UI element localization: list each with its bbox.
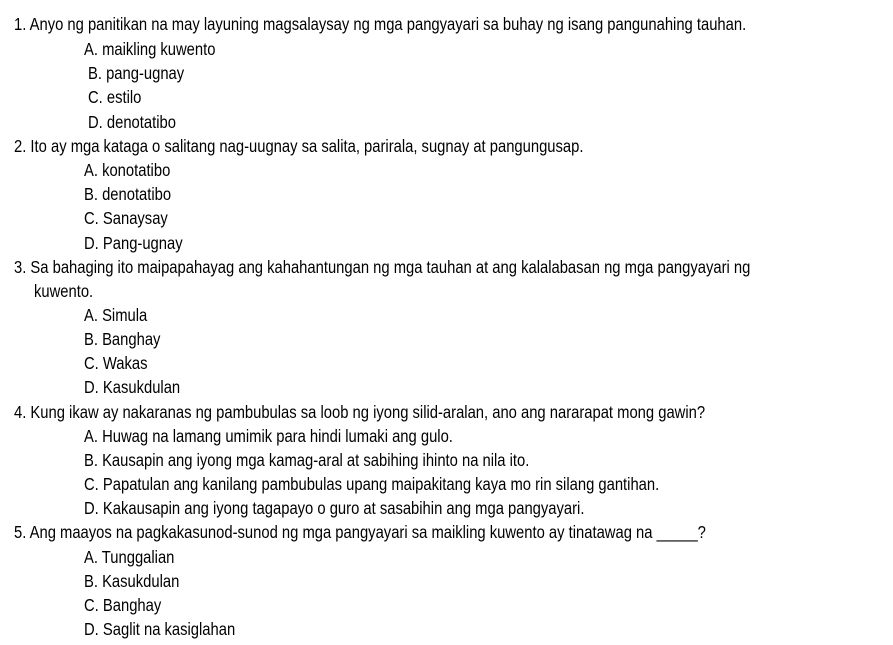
question-3-option-d: D. Kasukdulan: [84, 377, 181, 397]
question-2-option-d: D. Pang-ugnay: [84, 233, 183, 253]
question-5-option-a: A. Tunggalian: [84, 547, 175, 567]
question-4-option-a: A. Huwag na lamang umimik para hindi lumaki ang gulo.: [84, 426, 453, 446]
question-2-stem: 2. Ito ay mga kataga o salitang nag-uugnay sa salita, parirala, sugnay at pangungusap.: [14, 136, 584, 156]
question-2-option-b: B. denotatibo: [84, 184, 172, 204]
question-5-option-d: D. Saglit na kasiglahan: [84, 619, 236, 639]
question-4-option-b: B. Kausapin ang iyong mga kamag-aral at sabihing ihinto na nila ito.: [84, 450, 530, 470]
question-1-option-c: C. estilo: [88, 87, 142, 107]
question-1-stem: 1. Anyo ng panitikan na may layuning magsalaysay ng mga pangyayari sa buhay ng isang pangunahing tauhan.: [14, 14, 747, 34]
question-2-option-a: A. konotatibo: [84, 160, 171, 180]
question-5-option-c: C. Banghay: [84, 595, 162, 615]
question-3-option-a: A. Simula: [84, 305, 148, 325]
question-1-option-d: D. denotatibo: [88, 112, 176, 132]
question-5-stem: 5. Ang maayos na pagkakasunod-sunod ng mga pangyayari sa maikling kuwento ay tinatawag na _____?: [14, 522, 706, 542]
question-3-option-c: C. Wakas: [84, 353, 148, 373]
question-1-option-a: A. maikling kuwento: [84, 39, 216, 59]
question-3-option-b: B. Banghay: [84, 329, 161, 349]
question-1-option-b: B. pang-ugnay: [88, 63, 185, 83]
question-3-stem: 3. Sa bahaging ito maipapahayag ang kahahantungan ng mga tauhan at ang kalalabasan ng mga pangyayari ng: [14, 257, 751, 277]
question-2-option-c: C. Sanaysay: [84, 208, 168, 228]
question-4-stem: 4. Kung ikaw ay nakaranas ng pambubulas sa loob ng iyong silid-aralan, ano ang nararapat mong gawin?: [14, 402, 706, 422]
question-4-option-d: D. Kakausapin ang iyong tagapayo o guro at sasabihin ang mga pangyayari.: [84, 498, 585, 518]
question-3-stem-continued: kuwento.: [34, 281, 94, 301]
question-5-option-b: B. Kasukdulan: [84, 571, 180, 591]
question-4-option-c: C. Papatulan ang kanilang pambubulas upang maipakitang kaya mo rin silang gantihan.: [84, 474, 660, 494]
